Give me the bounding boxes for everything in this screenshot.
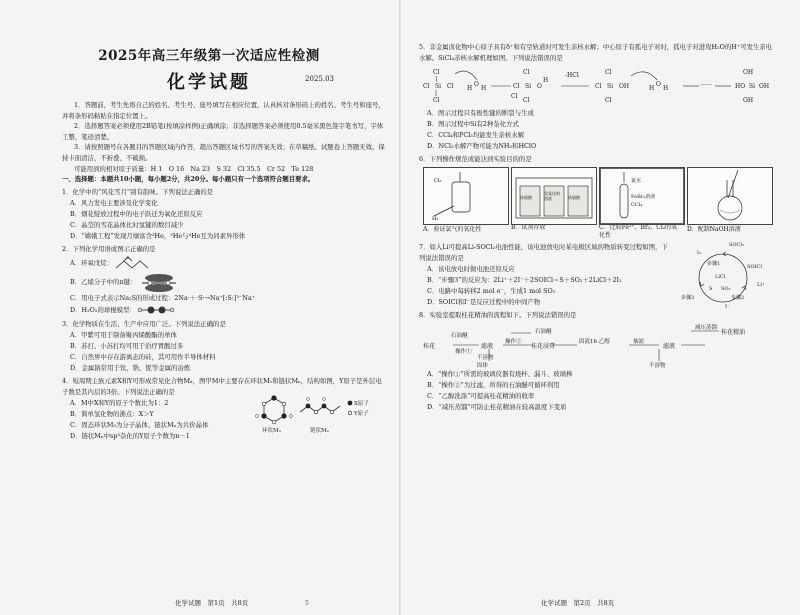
epoxy-pentane-structure	[113, 256, 153, 272]
ring-m3-label: 环状M₃	[262, 427, 281, 434]
svg-text:Si: Si	[749, 83, 756, 90]
q7-block	[419, 242, 778, 308]
q8-option-a: A．“操作①”所需的玻璃仪器有烧杯、漏斗、玻璃棒	[427, 370, 573, 378]
q8-option-d: D．“减压蒸馏”可防止桂花精油在较高温度下变质	[427, 403, 567, 411]
flow-petroleum-ether-2: 石油醚	[535, 329, 552, 335]
flow-insoluble-1: 不溶物	[477, 355, 494, 361]
legend-y-atom: Y原子	[354, 410, 369, 417]
reagent-chlorine-water: 氯水	[631, 178, 642, 184]
q2-option-b-label: B．乙烯分子中的π键：	[70, 278, 137, 287]
flow-ethanol-wash: 固液1h 乙醇	[579, 339, 610, 345]
svg-text:OH: OH	[759, 83, 770, 90]
svg-text:O: O	[474, 81, 479, 88]
bottle-label-3: 浓硫酸	[568, 195, 580, 200]
flow-solid: 固体	[477, 363, 489, 369]
q6-panel-a	[423, 167, 507, 240]
svg-text:O: O	[125, 255, 130, 260]
q5-stem: 5．非金属卤化物中心原子具有δ⁺和有空轨道时可发生亲核水解；中心原子有孤电子对时，孤电子对进攻H₂O的H⁺可发生亲电水解。SiCl₄亲核水解机理如图。下列说法错误的是	[419, 43, 773, 62]
pi-bond-diagram	[136, 273, 182, 293]
q1-option-c: C．晶莹的雪花晶体比时氢键的数目减少	[70, 220, 184, 229]
q6-stem: 6．下列操作规范或能达到实验目的的是	[419, 155, 532, 163]
test-tube-apparatus	[599, 167, 683, 223]
svg-text:Cl: Cl	[433, 97, 440, 104]
instruction-3: 3．请按照题号在各题目的答题区域内作答，超出答题区域书写的答案无效；在草稿纸、试题卷上答题无效。保持卡面清洁，不折叠、不破损。	[62, 143, 385, 162]
cycle-soicl: SOICl	[747, 264, 762, 270]
svg-text:Cl: Cl	[423, 83, 430, 90]
q6-panel-b	[511, 167, 595, 240]
svg-text:HO: HO	[735, 83, 746, 90]
svg-text:H: H	[543, 77, 549, 84]
svg-text:Si: Si	[525, 83, 532, 90]
q3-stem: 3．化学物质在生活、生产中应用广泛。下列说法正确的是	[62, 319, 226, 328]
q2-option-c: C．用电子式表示Na₂S的形成过程：2Na·＋·S·→Na⁺[:S:]²⁻Na⁺	[70, 293, 256, 302]
svg-text:OH: OH	[743, 69, 754, 76]
q1-option-a: A．风力发电主要涉及化学变化	[70, 198, 158, 207]
svg-text:Si: Si	[607, 83, 614, 90]
flow-petroleum-ether: 石油醚	[451, 333, 468, 339]
flow-filtrate-1: 滤液	[481, 343, 494, 350]
q7-option-d: D．SOICl和I⁻是反应过程中的中间产物	[427, 298, 541, 306]
q4-option-c: C．固态环状M₃为分子晶体、链状Mₙ为共价晶体	[70, 420, 209, 429]
q8-option-b: B．“操作②”为过滤，所得的石油醚可循环利用	[427, 381, 560, 389]
q7-stem: 7．如入Li可提高Li-SOCl₂电池性能，该电池放电时某电极区域的物质转变过程如图，下列说法错误的是	[419, 243, 668, 262]
q5-option-b: B．图示过程中Si有2种杂化方式	[427, 120, 519, 128]
subject-title: 化学试题	[167, 72, 251, 93]
exam-subtitle	[32, 68, 386, 94]
flow-osmanthus-oil: 桂花精油	[721, 329, 746, 336]
flow-operation-1: 操作①	[455, 349, 472, 355]
ellipsis-label: ……	[700, 80, 712, 87]
q5-option-c: C．CCl₄和PCl₃均能发生亲核水解	[427, 131, 524, 139]
q6-apparatus-row	[423, 167, 778, 240]
q7-option-a: A．该电放电时做电池还原反应	[427, 265, 515, 273]
right-footer: 化学试题 第2页 共8页	[541, 599, 615, 607]
flow-filtrate-2: 滤液	[663, 343, 676, 350]
h2o2-ball-stick-model	[136, 305, 176, 315]
q1-stem: 1．化学中的“风花雪月”别有韵味。下列说法正确的是	[62, 187, 214, 196]
q6-caption-a: A．验证氯气的氧化性	[423, 226, 482, 233]
svg-text:Cl₂: Cl₂	[434, 178, 442, 184]
q4-option-b: B．简单氢化物的沸点：X＞Y	[70, 409, 154, 418]
instruction-1: 1．答题前，考生先将自己的姓名、考生号、座号填写在相应位置，认真核对条形码上的姓名、考生号和座号，并将条形码粘贴在指定位置上。	[62, 101, 385, 120]
q5-option-d: D．NCl₃水解产物可能为NH₃和HClO	[427, 142, 537, 150]
exam-title: 2025年高三年级第一次适应性检测	[98, 48, 320, 64]
q3-option-b: B．苏打、小苏打均可用于治疗胃酸过多	[70, 341, 184, 350]
q6-panel-d	[687, 167, 771, 240]
svg-text:H: H	[649, 85, 655, 92]
svg-text:H: H	[663, 85, 669, 92]
page-mark: 5	[305, 600, 309, 607]
q6-caption-c: C．比较Fe²⁺、Br₂、Cl₂的氧化性	[599, 224, 678, 239]
q5-mechanism	[419, 64, 778, 108]
q4-stem: 4．短周期主族元素X和Y可形成常见化合物Mₓ，图甲M中主要存在环状M₁和链状Mₙ，结构如图，Y原子是外层电子数是其内层的3倍。下列说法正确的是	[62, 376, 382, 396]
svg-text:H₂: H₂	[432, 216, 439, 222]
flow-suction-filter: 抽滤	[633, 339, 645, 345]
q7-cycle-diagram	[669, 242, 777, 314]
legend-x-atom: X原子	[354, 400, 369, 407]
svg-text:Cl: Cl	[447, 83, 454, 90]
minus-hcl-label: -HCl	[565, 72, 579, 79]
cycle-i-minus: I⁻	[725, 304, 730, 310]
reagent-ccl4: CCl₄	[631, 202, 643, 208]
instructions	[62, 100, 386, 164]
section-one-heading: 一、选择题：本题共10小题，每小题2分，共20分。每小题只有一个选项符合题目要求。	[62, 175, 315, 184]
flow-insoluble-2: 不溶物	[649, 363, 666, 369]
q6-caption-b: B．试剂存放	[511, 224, 546, 231]
exam-date: 2025.03	[305, 75, 334, 83]
q4-body	[62, 398, 386, 442]
svg-text:H: H	[481, 85, 487, 92]
cycle-s: S	[709, 286, 713, 292]
q6-caption-d: D．配制NaOH溶液	[687, 226, 741, 233]
right-page	[400, 0, 800, 615]
q5-option-a: A．图示过程只有极性键的断裂与生成	[427, 109, 534, 117]
cycle-step2: 步骤2	[731, 295, 745, 301]
q2-option-a	[62, 255, 386, 273]
q4-structure-figure	[254, 394, 384, 438]
cycle-licl: LiCl	[715, 274, 726, 280]
flow-vacuum-distillation: 减压蒸馏	[695, 325, 718, 331]
svg-text:Cl: Cl	[595, 83, 602, 90]
svg-text:OH: OH	[743, 97, 754, 104]
cycle-step3: 步骤3	[681, 295, 695, 301]
q2-option-d	[62, 304, 386, 317]
cycle-socl2: SOCl₂	[729, 242, 744, 248]
cycle-li-plus: Li⁺	[757, 282, 765, 288]
sicl4-hydrolysis-diagram	[419, 64, 779, 108]
q6-panel-c	[599, 167, 683, 240]
cycle-step1: 步骤1	[707, 261, 721, 267]
instruction-2: 2．选择题答案必须使用2B铅笔(按填涂样例)正确填涂；非选择题答案必须使用0.5毫米黑色签字笔书写，字体工整、笔迹清楚。	[62, 122, 384, 141]
q2-option-b	[62, 273, 386, 293]
q8-option-c: C．“乙醇洗涤”可提高桂花精油的收率	[427, 392, 535, 400]
bottle-label-2: 氢氧化钠溶液	[544, 191, 560, 201]
cycle-so2: SO₂	[721, 286, 731, 292]
svg-text:Cl: Cl	[605, 97, 612, 104]
svg-text:Cl: Cl	[605, 69, 612, 76]
q1-option-b: B．烟花绽放过程中的电子跃迁为氧化还原反应	[70, 209, 203, 218]
flow-osmanthus: 桂花	[423, 343, 436, 350]
q8-stem: 8．实验室提取桂花精油的流程如下。下列说法错误的是	[419, 311, 577, 319]
q3-option-d: D．金属钠常用于钛、锆、铌等金属的冶炼	[70, 363, 191, 372]
chlorine-oxidation-apparatus	[423, 167, 509, 225]
flow-operation-2: 操作②	[505, 339, 522, 345]
reagent-febr2: FeBr₂溶液	[631, 194, 656, 200]
q7-option-c: C．电路中每转移2 mol e⁻，生成1 mol SO₂	[427, 287, 556, 295]
svg-text:OH: OH	[619, 83, 630, 90]
svg-text:Cl: Cl	[511, 93, 518, 100]
bottle-label-1: 浓硝酸	[520, 195, 532, 200]
chain-mn-label: 链状Mₙ	[310, 427, 330, 434]
q3-option-c: C．自然界中存在游离态的硅，其可用作半导体材料	[70, 352, 216, 361]
left-footer: 化学试题 第1页 共8页	[175, 599, 249, 607]
svg-text:Cl: Cl	[523, 97, 530, 104]
q2-option-d-label: D．H₂O₂的球棍模型：	[70, 305, 136, 314]
svg-text:Cl: Cl	[523, 69, 530, 76]
svg-text:H: H	[467, 85, 473, 92]
svg-text:Si: Si	[435, 83, 442, 90]
q7-option-b: B．“步骤3”的反应为：2Li⁺＋2I⁻＋2SOICl＝S＋SO₂＋2LiCl＋2I₂	[427, 276, 622, 284]
volumetric-flask-apparatus	[687, 167, 773, 225]
q1-option-d: D．“嫦娥工程”发现月壤富含³He，³He与⁴He互为同素异形体	[70, 231, 246, 240]
svg-text:O: O	[656, 81, 661, 88]
q2-stem: 2．下列化学用语或图示正确的是	[62, 244, 156, 253]
q4-option-d: D．链状Mₙ中sp³杂化的Y原子个数为n－1	[70, 431, 190, 440]
flow-osmanthus-concrete: 桂花浸膏	[531, 343, 556, 350]
cycle-i2: I₂	[697, 250, 701, 256]
q2-option-a-label: A．环氧戊烷：	[70, 259, 113, 268]
q8-flowchart	[419, 321, 778, 369]
svg-text:Cl: Cl	[433, 69, 440, 76]
svg-text:Cl: Cl	[513, 83, 520, 90]
q4-option-a: A．M中X和Y的原子个数比为1：2	[70, 398, 169, 407]
svg-text:O: O	[537, 83, 542, 90]
reagent-storage-shelf	[511, 167, 595, 223]
q3-option-a: A．甲紫可用于制备聚丙烯酸酯的单体	[70, 330, 177, 339]
atomic-masses: 可能用到的相对原子质量：H 1 O 16 Na 23 S 32 Cl 35.5 Cr 52 Te 128	[74, 164, 314, 173]
